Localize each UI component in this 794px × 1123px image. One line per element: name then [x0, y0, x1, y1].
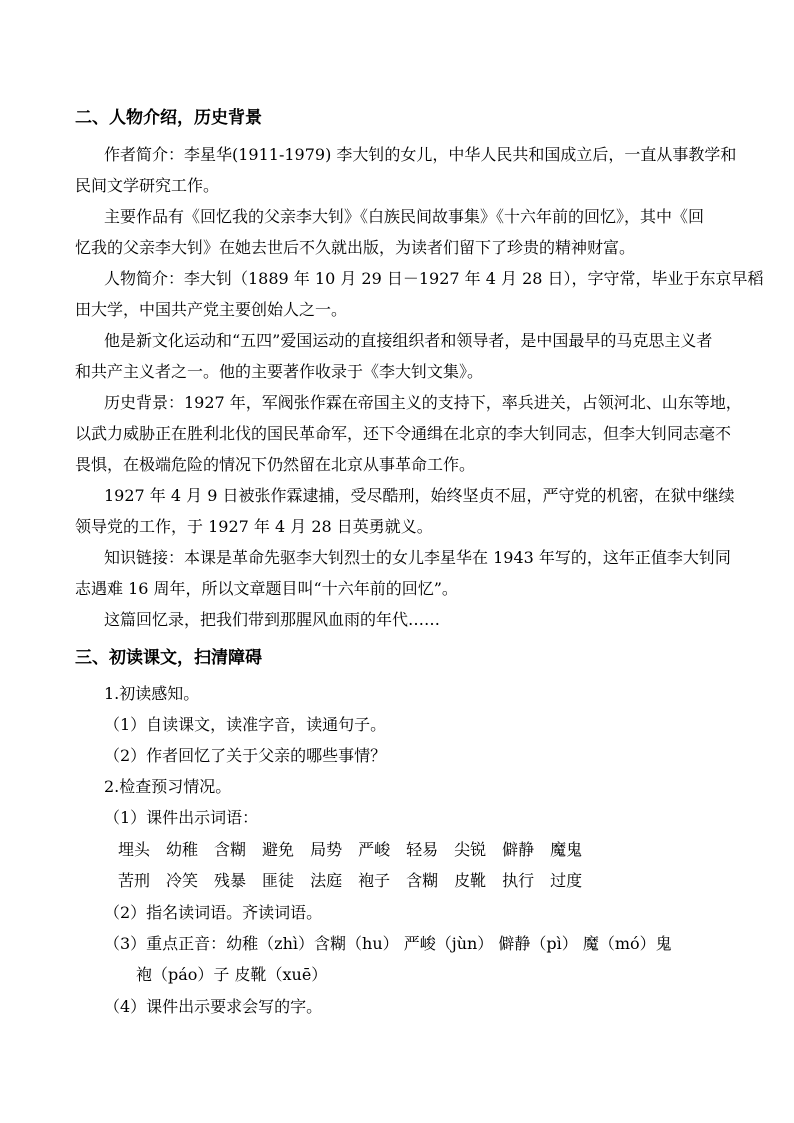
paragraph-line: 知识链接：本课是革命先驱李大钊烈士的女儿李星华在 1943 年写的，这年正值李大钊同 [104, 548, 731, 567]
paragraph-line: 主要作品有《回忆我的父亲李大钊》《白族民间故事集》《十六年前的回忆》，其中《回 [104, 207, 705, 226]
vocab-word: 严峻 [358, 840, 391, 859]
list-item: （1）自读课文，读准字音，读通句子。 [104, 715, 387, 734]
vocab-word: 僻静 [502, 840, 535, 859]
vocab-word: 苦刑 [118, 871, 151, 890]
paragraph-line: 人物简介：李大钊（1889 年 10 月 29 日－1927 年 4 月 28 日），字守常，毕业于东京早稻 [104, 269, 764, 288]
paragraph-line: 领导党的工作，于 1927 年 4 月 28 日英勇就义。 [75, 517, 433, 536]
paragraph-line: 1927 年 4 月 9 日被张作霖逮捕，受尽酷刑，始终坚贞不屈，严守党的机密，在狱中继续 [104, 486, 735, 505]
paragraph-line: 作者简介：李星华(1911-1979) 李大钊的女儿，中华人民共和国成立后，一直从事教学和 [104, 145, 737, 164]
section-heading-character-background: 二、人物介绍，历史背景 [75, 108, 262, 128]
list-item-continued: 袍（páo）子 皮靴（xuē） [136, 965, 328, 984]
vocab-row [118, 871, 598, 891]
list-item: 1.初读感知。 [104, 684, 200, 703]
paragraph-line: 志遇难 16 周年，所以文章题目叫“十六年前的回忆”。 [75, 579, 458, 598]
vocab-word: 冷笑 [166, 871, 199, 890]
vocab-word: 幼稚 [166, 840, 199, 859]
paragraph-line: 畏惧，在极端危险的情况下仍然留在北京从事革命工作。 [75, 455, 476, 474]
paragraph-line: 这篇回忆录，把我们带到那腥风血雨的年代…… [104, 610, 441, 629]
paragraph-line: 和共产主义者之一。他的主要著作收录于《李大钊文集》。 [75, 362, 484, 381]
list-item: （4）课件出示要求会写的字。 [104, 997, 323, 1016]
vocab-word: 袍子 [358, 871, 391, 890]
vocab-word: 含糊 [214, 840, 247, 859]
list-item: （2）指名读词语。齐读词语。 [104, 903, 323, 922]
vocab-word: 含糊 [406, 871, 439, 890]
vocab-word: 避免 [262, 840, 295, 859]
paragraph-line: 以武力威胁正在胜利北伐的国民革命军，还下令通缉在北京的李大钊同志，但李大钊同志毫不 [75, 424, 732, 443]
paragraph-line: 田大学，中国共产党主要创始人之一。 [75, 300, 348, 319]
vocab-word: 埋头 [118, 840, 151, 859]
list-item: （3）重点正音：幼稚（zhì）含糊（hu） 严峻（jùn） 僻静（pì） 魔（mó）鬼 [104, 934, 672, 953]
vocab-row [118, 840, 598, 860]
vocab-word: 过度 [550, 871, 583, 890]
vocab-word: 匪徒 [262, 871, 295, 890]
section-heading-first-reading: 三、初读课文，扫清障碍 [75, 648, 262, 668]
list-item: 2.检查预习情况。 [104, 777, 232, 796]
paragraph-line: 民间文学研究工作。 [75, 176, 220, 195]
vocab-word: 执行 [502, 871, 535, 890]
vocab-word: 魔鬼 [550, 840, 583, 859]
paragraph-line: 他是新文化运动和“五四”爱国运动的直接组织者和领导者，是中国最早的马克思主义者 [104, 331, 713, 350]
list-item: （2）作者回忆了关于父亲的哪些事情？ [104, 746, 387, 765]
vocab-word: 尖锐 [454, 840, 487, 859]
vocab-word: 残暴 [214, 871, 247, 890]
paragraph-line: 忆我的父亲李大钊》在她去世后不久就出版，为读者们留下了珍贵的精神财富。 [75, 238, 636, 257]
vocab-word: 法庭 [310, 871, 343, 890]
list-item: （1）课件出示词语： [104, 808, 259, 827]
vocab-word: 皮靴 [454, 871, 487, 890]
vocab-word: 轻易 [406, 840, 439, 859]
vocab-word: 局势 [310, 840, 343, 859]
paragraph-line: 历史背景：1927 年，军阀张作霖在帝国主义的支持下，率兵进关，占领河北、山东等地， [104, 393, 742, 412]
